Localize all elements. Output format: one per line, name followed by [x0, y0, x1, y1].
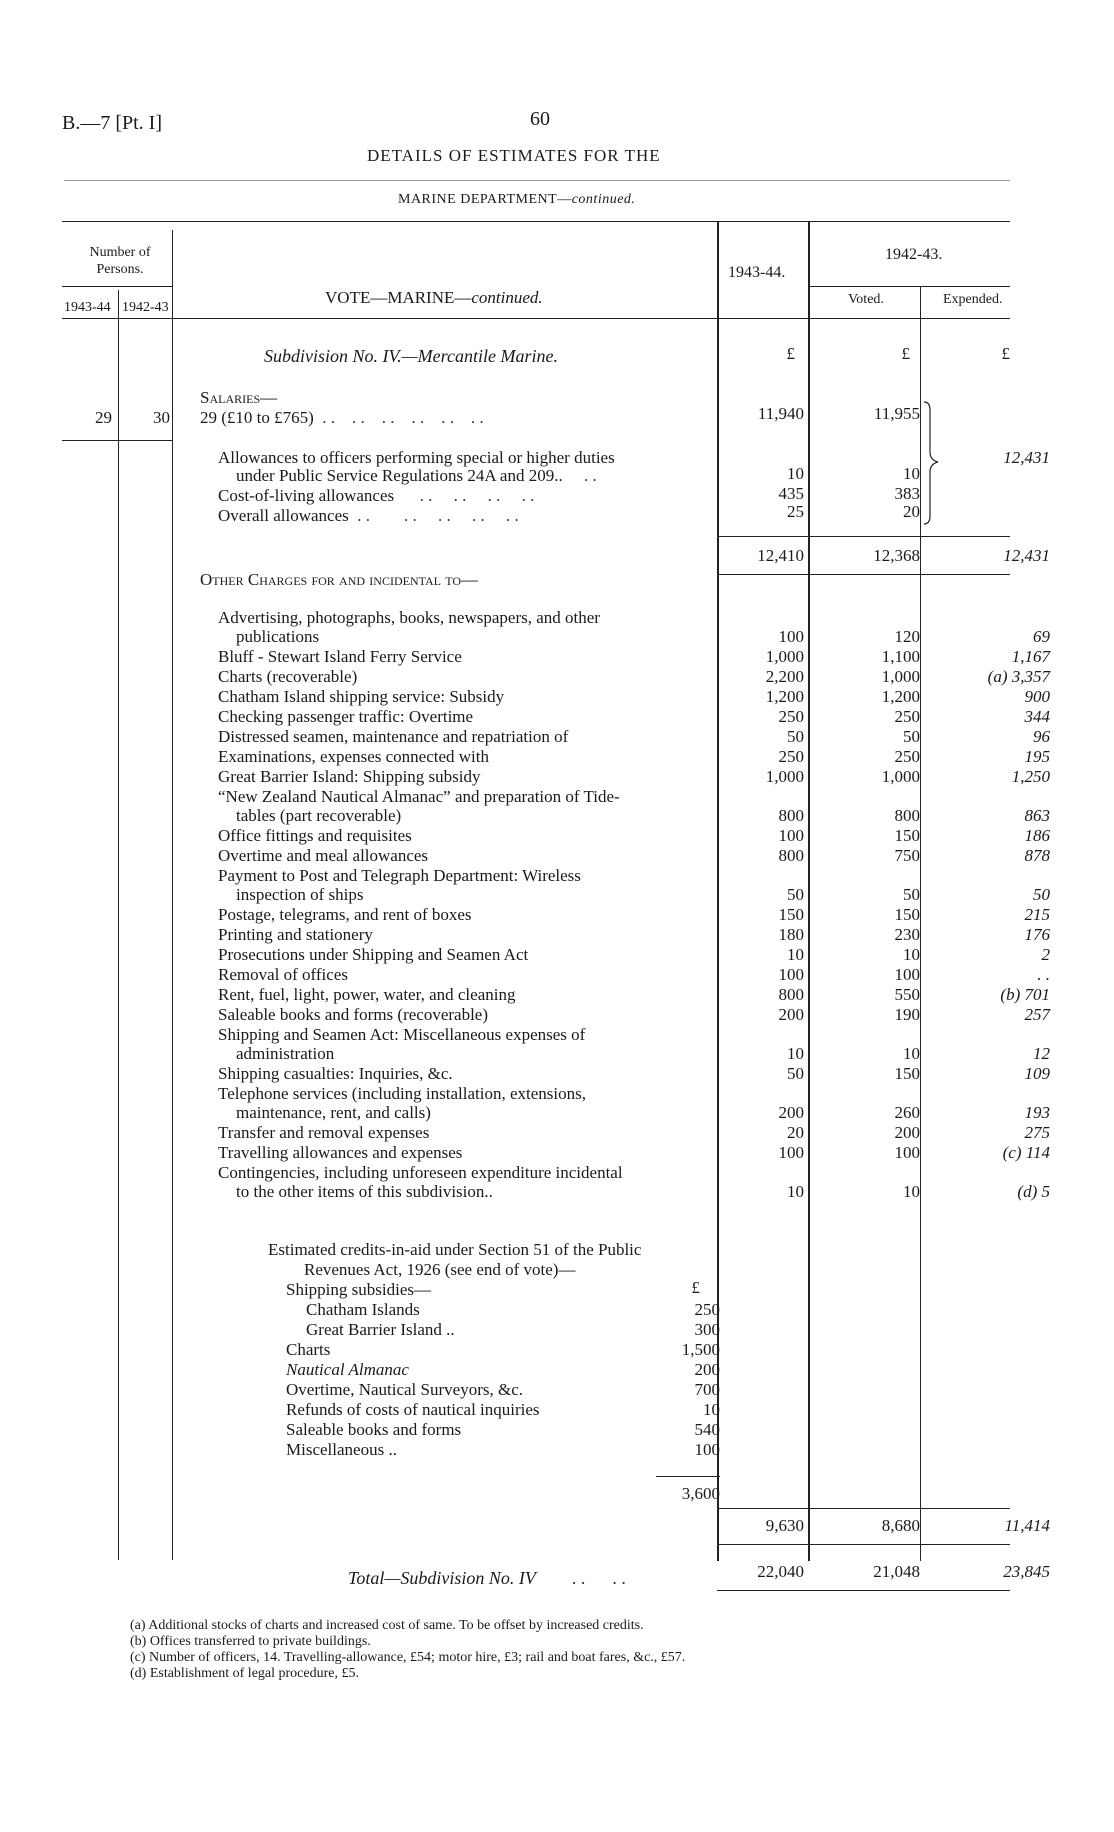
other-item-amount-1942: 200 — [894, 1123, 920, 1142]
other-item-amount-1943: 100 — [778, 826, 804, 845]
other-item-label: Charts (recoverable) — [218, 667, 358, 686]
persons-1942-value: 30 — [153, 408, 170, 427]
page-ref: B.—7 [Pt. I] — [62, 112, 162, 134]
credit-item-value: 10 — [703, 1400, 720, 1419]
other-item-amount-1942: 10 — [903, 1044, 920, 1063]
pound-sign-1943: £ — [786, 344, 795, 363]
other-item-amount-1942: 550 — [894, 985, 920, 1004]
other-item-amount-expended: 1,250 — [1011, 767, 1050, 786]
other-item-amount-1942: 100 — [894, 965, 920, 984]
other-item-amount-expended: 1,167 — [1011, 647, 1050, 666]
other-item-label: “New Zealand Nautical Almanac” and preparation of Tide- — [218, 787, 620, 806]
other-item-amount-expended: 186 — [1024, 826, 1050, 845]
other-item-amount-1942: 1,200 — [881, 687, 920, 706]
other-item-label: Checking passenger traffic: Overtime — [218, 707, 474, 726]
total-1943: 22,040 — [757, 1562, 804, 1581]
other-item-amount-1942: 1,100 — [881, 647, 920, 666]
col-divider-1943 — [808, 221, 810, 1561]
persons-1943-value: 29 — [95, 408, 112, 427]
other-item-amount-1943: 250 — [778, 747, 804, 766]
cost-of-living-1943: 435 — [778, 484, 804, 503]
salaries-total-1943: 12,410 — [757, 546, 804, 565]
allowances-1943: 10 — [787, 464, 804, 483]
net-1942: 8,680 — [881, 1516, 920, 1535]
other-item-label: Postage, telegrams, and rent of boxes — [218, 905, 472, 924]
other-item-amount-1943: 150 — [778, 905, 804, 924]
shipping-subsidies-label: Shipping subsidies— — [286, 1280, 431, 1299]
other-item-amount-expended: (d) 5 — [1017, 1182, 1050, 1201]
allowances-label-2: under Public Service Regulations 24A and 209.. . . — [236, 466, 597, 485]
other-item-amount-1943: 1,000 — [765, 647, 804, 666]
other-item-amount-expended: 878 — [1024, 846, 1050, 865]
other-item-amount-expended: (c) 114 — [1002, 1143, 1050, 1162]
other-item-amount-1942: 10 — [903, 1182, 920, 1201]
other-item-label: Travelling allowances and expenses — [218, 1143, 463, 1162]
other-item-amount-1943: 250 — [778, 707, 804, 726]
vote-title-continued: continued. — [471, 288, 543, 307]
vote-title-main: VOTE—MARINE— — [325, 288, 472, 307]
other-item-label-continued: to the other items of this subdivision.. — [236, 1182, 493, 1201]
total-subdivision-label: Total—Subdivision No. IV . . . . — [348, 1568, 626, 1588]
net-1943: 9,630 — [765, 1516, 804, 1535]
other-item-amount-1942: 800 — [894, 806, 920, 825]
cost-of-living-label: Cost-of-living allowances . . . . . . . . — [218, 486, 535, 505]
col-divider-persons-mid — [118, 290, 119, 1560]
other-item-amount-1942: 1,000 — [881, 667, 920, 686]
other-item-amount-expended: 257 — [1024, 1005, 1050, 1024]
other-charges-heading: Other Charges for and incidental to— — [200, 570, 479, 589]
other-item-label: Overtime and meal allowances — [218, 846, 429, 865]
credit-item-label: Saleable books and forms — [286, 1420, 462, 1439]
other-item-amount-expended: 195 — [1024, 747, 1050, 766]
other-item-amount-expended: 2 — [1041, 945, 1050, 964]
credit-item-value: 100 — [694, 1440, 720, 1459]
other-item-amount-1942: 120 — [894, 627, 920, 646]
other-item-amount-1943: 1,200 — [765, 687, 804, 706]
allowances-1942: 10 — [903, 464, 920, 483]
other-item-amount-1943: 10 — [787, 1044, 804, 1063]
col-1942-header: 1942-43. — [885, 246, 943, 263]
table-top-rule — [62, 221, 1010, 222]
other-item-label: Contingencies, including unforeseen expenditure incidental — [218, 1163, 623, 1182]
other-item-label: Distressed seamen, maintenance and repatriation of — [218, 727, 569, 746]
salary-line-1943: 11,940 — [757, 404, 804, 423]
other-item-amount-1943: 100 — [778, 965, 804, 984]
subheader-rule-persons — [62, 286, 172, 287]
other-item-amount-expended: . . — [1037, 965, 1050, 984]
other-item-label: Saleable books and forms (recoverable) — [218, 1005, 488, 1024]
credits-heading-1: Estimated credits-in-aid under Section 51 of the Public — [268, 1240, 642, 1259]
header-bottom-rule — [62, 318, 1010, 319]
other-item-amount-1943: 1,000 — [765, 767, 804, 786]
overall-allowances-1942: 20 — [903, 502, 920, 521]
other-item-label: Office fittings and requisites — [218, 826, 412, 845]
subdivision-title: Subdivision No. IV.—Mercantile Marine. — [264, 346, 558, 366]
other-item-amount-1943: 100 — [778, 1143, 804, 1162]
other-item-amount-1943: 10 — [787, 945, 804, 964]
credits-heading-2: Revenues Act, 1926 (see end of vote)— — [304, 1260, 576, 1279]
other-item-label: Telephone services (including installation, extensions, — [218, 1084, 586, 1103]
other-item-amount-1942: 1,000 — [881, 767, 920, 786]
credit-item-value: 250 — [694, 1300, 720, 1319]
credit-item-value: 540 — [694, 1420, 720, 1439]
credits-total-rule — [656, 1476, 720, 1477]
other-item-label: Printing and stationery — [218, 925, 373, 944]
credit-item-label: Great Barrier Island .. — [306, 1320, 455, 1339]
credit-item-value: 300 — [694, 1320, 720, 1339]
total-expended: 23,845 — [1003, 1562, 1050, 1581]
total-1942: 21,048 — [873, 1562, 920, 1581]
page-number: 60 — [530, 108, 550, 130]
overall-allowances-label: Overall allowances . . . . . . . . . . — [218, 506, 519, 525]
other-item-amount-expended: 50 — [1033, 885, 1050, 904]
other-item-label: Prosecutions under Shipping and Seamen Act — [218, 945, 529, 964]
salary-line-label: 29 (£10 to £765) . . . . . . . . . . . . — [200, 408, 484, 427]
other-item-label: Removal of offices — [218, 965, 348, 984]
other-item-amount-expended: 109 — [1024, 1064, 1050, 1083]
other-item-amount-1943: 200 — [778, 1005, 804, 1024]
other-item-amount-expended: (b) 701 — [1000, 985, 1050, 1004]
col-divider-persons — [172, 230, 173, 1560]
other-item-label: Examinations, expenses connected with — [218, 747, 489, 766]
other-item-amount-1942: 750 — [894, 846, 920, 865]
other-item-amount-expended: 215 — [1024, 905, 1050, 924]
header-rule — [64, 180, 1010, 181]
other-item-amount-1942: 250 — [894, 707, 920, 726]
net-expended: 11,414 — [1004, 1516, 1050, 1535]
credit-item-value: 700 — [694, 1380, 720, 1399]
other-item-amount-expended: 96 — [1033, 727, 1050, 746]
other-item-amount-1943: 20 — [787, 1123, 804, 1142]
other-item-amount-expended: (a) 3,357 — [987, 667, 1050, 686]
other-item-label: Great Barrier Island: Shipping subsidy — [218, 767, 481, 786]
credit-item-label: Miscellaneous .. — [286, 1440, 397, 1459]
other-item-amount-1942: 10 — [903, 945, 920, 964]
other-item-label: Advertising, photographs, books, newspapers, and other — [218, 608, 600, 627]
credit-item-value: 1,500 — [681, 1340, 720, 1359]
page-title: DETAILS OF ESTIMATES FOR THE — [367, 146, 661, 165]
other-item-amount-1943: 800 — [778, 985, 804, 1004]
col-divider-1942 — [920, 286, 921, 1561]
other-item-amount-expended: 275 — [1024, 1123, 1050, 1142]
allowances-label-1: Allowances to officers performing special or higher duties — [218, 448, 615, 467]
salaries-total-expended: 12,431 — [1003, 546, 1050, 565]
other-item-amount-expended: 193 — [1024, 1103, 1050, 1122]
credit-item-label: Chatham Islands — [306, 1300, 420, 1319]
other-item-label-continued: inspection of ships — [236, 885, 364, 904]
col-1943-header: 1943-44. — [728, 264, 786, 281]
other-item-amount-expended: 900 — [1024, 687, 1050, 706]
other-item-amount-1942: 50 — [903, 727, 920, 746]
other-item-amount-1942: 100 — [894, 1143, 920, 1162]
salaries-heading: Salaries— — [200, 388, 278, 407]
other-item-amount-1942: 150 — [894, 826, 920, 845]
credits-total: 3,600 — [681, 1484, 720, 1503]
credit-item-label: Overtime, Nautical Surveyors, &c. — [286, 1380, 523, 1399]
salaries-brace — [922, 400, 946, 526]
salaries-total-rule — [717, 574, 1010, 575]
persons-1942-header: 1942-43 — [122, 300, 169, 315]
other-item-amount-1943: 10 — [787, 1182, 804, 1201]
overall-allowances-1943: 25 — [787, 502, 804, 521]
other-item-amount-expended: 12 — [1033, 1044, 1050, 1063]
other-item-amount-1942: 190 — [894, 1005, 920, 1024]
other-item-amount-1943: 50 — [787, 1064, 804, 1083]
other-item-amount-1943: 200 — [778, 1103, 804, 1122]
persons-1943-header: 1943-44 — [64, 300, 111, 315]
other-item-label: Shipping casualties: Inquiries, &c. — [218, 1064, 453, 1083]
footnote-d: (d) Establishment of legal procedure, £5. — [130, 1666, 359, 1681]
expended-header: Expended. — [943, 292, 1003, 307]
net-top-rule — [717, 1508, 1010, 1509]
other-item-amount-1943: 50 — [787, 885, 804, 904]
total-bottom-rule — [717, 1590, 1010, 1591]
subtitle-main: MARINE DEPARTMENT— — [398, 192, 572, 207]
other-item-label: Rent, fuel, light, power, water, and cleaning — [218, 985, 516, 1004]
credit-item-label: Nautical Almanac — [286, 1360, 409, 1379]
other-item-amount-expended: 344 — [1024, 707, 1050, 726]
other-item-label: Chatham Island shipping service: Subsidy — [218, 687, 505, 706]
other-item-label: Payment to Post and Telegraph Department: Wireless — [218, 866, 581, 885]
salary-line-1942: 11,955 — [873, 404, 920, 423]
persons-rule — [62, 440, 172, 441]
cost-of-living-1942: 383 — [894, 484, 920, 503]
credit-item-value: 200 — [694, 1360, 720, 1379]
salaries-bracket-expended: 12,431 — [1003, 448, 1050, 467]
credits-pound-sign: £ — [691, 1278, 700, 1297]
credit-item-label: Charts — [286, 1340, 331, 1359]
other-item-amount-1942: 230 — [894, 925, 920, 944]
other-item-amount-1943: 50 — [787, 727, 804, 746]
other-item-amount-1942: 150 — [894, 1064, 920, 1083]
other-item-label: Shipping and Seamen Act: Miscellaneous expenses of — [218, 1025, 586, 1044]
other-item-label: Bluff - Stewart Island Ferry Service — [218, 647, 462, 666]
footnote-b: (b) Offices transferred to private buildings. — [130, 1634, 371, 1649]
pound-sign-1942: £ — [901, 344, 910, 363]
page-subtitle — [398, 192, 635, 208]
other-item-amount-1942: 250 — [894, 747, 920, 766]
vote-title — [325, 288, 543, 308]
footnote-c: (c) Number of officers, 14. Travelling-allowance, £54; motor hire, £3; rail and boat fares, &c., £57. — [130, 1650, 686, 1665]
other-item-label-continued: tables (part recoverable) — [236, 806, 402, 825]
other-item-label-continued: maintenance, rent, and calls) — [236, 1103, 431, 1122]
other-item-amount-1943: 180 — [778, 925, 804, 944]
other-item-label-continued: publications — [236, 627, 320, 646]
other-item-label: Transfer and removal expenses — [218, 1123, 430, 1142]
net-bottom-rule — [717, 1544, 1010, 1545]
other-item-amount-1943: 800 — [778, 846, 804, 865]
other-item-amount-1942: 260 — [894, 1103, 920, 1122]
subtitle-continued: continued. — [571, 192, 636, 207]
other-item-amount-1942: 50 — [903, 885, 920, 904]
footnote-a: (a) Additional stocks of charts and increased cost of same. To be offset by increased credits. — [130, 1618, 644, 1633]
voted-header: Voted. — [848, 292, 884, 307]
other-item-amount-expended: 69 — [1033, 627, 1050, 646]
other-item-amount-1943: 800 — [778, 806, 804, 825]
salaries-total-1942: 12,368 — [873, 546, 920, 565]
credit-item-label: Refunds of costs of nautical inquiries — [286, 1400, 540, 1419]
salaries-subtotal-rule — [717, 536, 1010, 537]
other-item-label-continued: administration — [236, 1044, 335, 1063]
other-item-amount-1942: 150 — [894, 905, 920, 924]
other-item-amount-1943: 2,200 — [765, 667, 804, 686]
other-item-amount-expended: 863 — [1024, 806, 1050, 825]
number-of-persons-header: Number of Persons. — [89, 245, 151, 277]
subheader-rule-years — [808, 286, 1010, 287]
pound-sign-expended: £ — [1001, 344, 1010, 363]
other-item-amount-expended: 176 — [1024, 925, 1050, 944]
other-item-amount-1943: 100 — [778, 627, 804, 646]
